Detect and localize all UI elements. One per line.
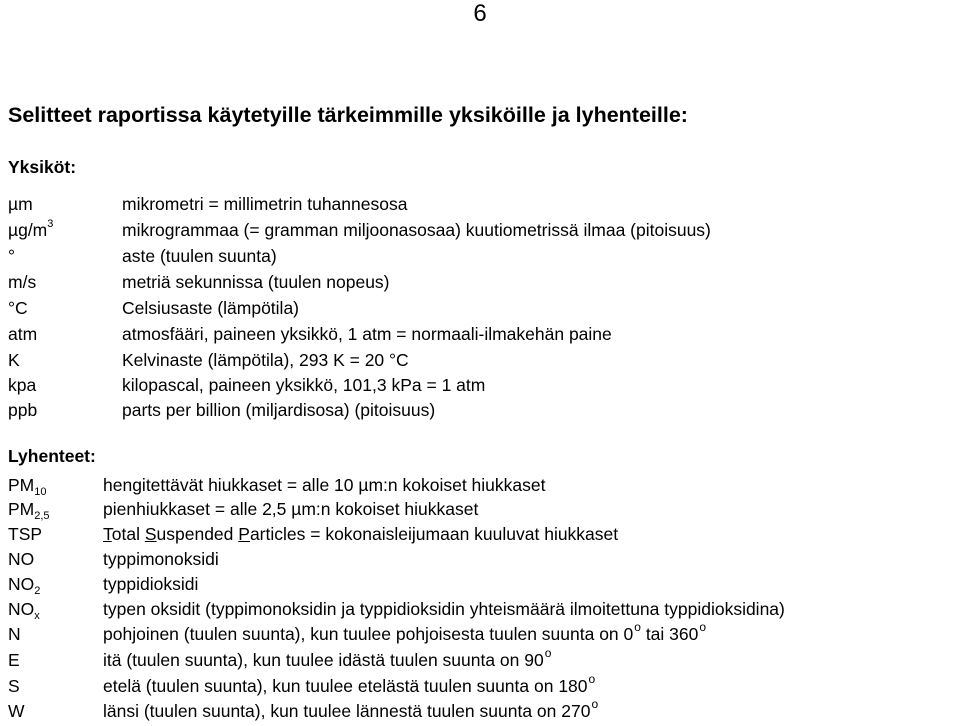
unit-term: kpa (8, 375, 37, 395)
abbreviation-term: S (8, 676, 20, 696)
unit-term: ppb (8, 400, 38, 420)
abbreviation-description: hengitettävät hiukkaset = alle 10 µm:n kokoiset hiukkaset (103, 475, 546, 495)
abbreviation-description: itä (tuulen suunta), kun tuulee idästä tuulen suunta on 90$^o$ (103, 646, 552, 670)
abbreviation-description: pienhiukkaset = alle 2,5 µm:n kokoiset hiukkaset (103, 499, 479, 519)
unit-description: mikrogrammaa (= gramman miljoonasosaa) kuutiometrissä ilmaa (pitoisuus) (122, 220, 711, 240)
abbreviation-description: pohjoinen (tuulen suunta), kun tuulee pohjoisesta tuulen suunta on 0$^o$ tai 360$^o$ (103, 620, 707, 644)
page-title: Selitteet raportissa käytetyille tärkeimmille yksiköille ja lyhenteille: (8, 103, 688, 127)
units-heading: Yksiköt: (8, 157, 77, 177)
abbreviation-term: N (8, 624, 21, 644)
abbreviation-term: W (8, 701, 25, 721)
abbreviation-term: E (8, 650, 20, 670)
abbreviation-term: TSP (8, 524, 43, 544)
abbreviation-description: länsi (tuulen suunta), kun tuulee lännestä tuulen suunta on 270$^o$ (103, 697, 599, 721)
abbreviation-description: Total Suspended Particles = kokonaisleijumaan kuuluvat hiukkaset (103, 524, 619, 544)
unit-description: Kelvinaste (lämpötila), 293 K = 20 °C (122, 350, 409, 370)
abbreviation-term: $NO_x$ (8, 599, 40, 622)
unit-term: ° (8, 246, 15, 266)
unit-description: metriä sekunnissa (tuulen nopeus) (122, 272, 390, 292)
abbreviation-term: $PM_{10}$ (8, 475, 47, 498)
unit-description: mikrometri = millimetrin tuhannesosa (122, 194, 408, 214)
abbreviation-term: NO (8, 549, 35, 569)
unit-description: atmosfääri, paineen yksikkö, 1 atm = normaali-ilmakehän paine (122, 324, 612, 344)
unit-description: kilopascal, paineen yksikkö, 101,3 kPa = 1 atm (122, 375, 486, 395)
abbreviation-description: typpimonoksidi (103, 549, 219, 569)
unit-term: µm (8, 194, 33, 214)
unit-term: atm (8, 324, 38, 344)
abbreviation-description: typen oksidit (typpimonoksidin ja typpidioksidin yhteismäärä ilmoitettuna typpidioksidina) (103, 599, 785, 619)
unit-term: m/s (8, 272, 37, 292)
unit-term: °C (8, 298, 28, 318)
page-number: 6 (473, 0, 487, 27)
unit-description: aste (tuulen suunta) (122, 246, 277, 266)
unit-term: K (8, 350, 20, 370)
unit-term: $\mu g/m^3$ (8, 218, 54, 240)
abbreviation-term: $PM_{2,5}$ (8, 499, 50, 522)
unit-description: parts per billion (miljardisosa) (pitoisuus) (122, 400, 436, 420)
abbreviations-heading: Lyhenteet: (8, 446, 96, 466)
abbreviation-term: $NO_2$ (8, 574, 41, 597)
unit-description: Celsiusaste (lämpötila) (122, 298, 300, 318)
abbreviation-description: etelä (tuulen suunta), kun tuulee etelästä tuulen suunta on 180$^o$ (103, 672, 596, 696)
abbreviation-description: typpidioksidi (103, 574, 199, 594)
